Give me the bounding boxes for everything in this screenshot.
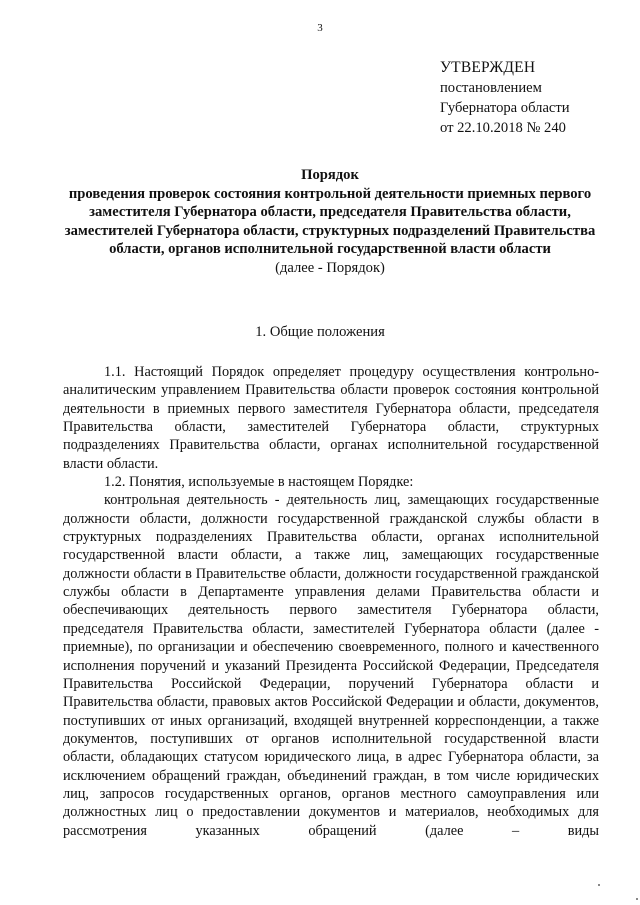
scan-mark xyxy=(636,898,638,900)
paragraph-1-2: 1.2. Понятия, используемые в настоящем Порядке: xyxy=(104,474,414,491)
approval-stamp xyxy=(440,58,635,138)
document-body xyxy=(63,363,599,840)
section-heading: 1. Общие положения xyxy=(255,324,385,340)
approval-line-1: постановлением xyxy=(440,80,542,96)
paragraph-1-1: 1.1. Настоящий Порядок определяет процедуру осуществления контрольно-аналитическим управлением Правительства области проверок состояния контрольной деятельности в приемных первого заместителя Губернатора области, председателя Правительства области, заместителей Губернатора области, структурных подразделениях Правительства области, органах исполнительной государственной власти области. xyxy=(63,364,599,472)
page-number: 3 xyxy=(317,22,323,34)
approval-date-number: от 22.10.2018 № 240 xyxy=(440,120,566,136)
document-abbreviation: (далее - Порядок) xyxy=(275,259,385,276)
document-subtitle: проведения проверок состояния контрольной деятельности приемных первого заместителя Губернатора области, председателя Правительства области, заместителей Губернатора области, структурных подразделений Правительства области, органов исполнительной государственной власти области xyxy=(64,185,596,258)
document-title: Порядок xyxy=(301,167,359,183)
paragraph-definition: контрольная деятельность - деятельность лиц, замещающих государственные должности области, должности государственной гражданской службы области в структурных подразделениях Правительства области, органах исполнительной государственной власти области, а также лиц, замещающих государственные должности области в Правительстве области, должности государственной гражданской службы области в Департаменте управления делами Правительства области и обеспечивающих деятельность первого заместителя Губернатора области, председателя Правительства области, заместителей Губернатора области (далее - приемные), по организации и обеспечению своевременного, полного и качественного исполнения поручений и указаний Президента Российской Федерации, Председателя Правительства Российской Федерации, поручений Губернатора области и Правительства области, правовых актов Российской Федерации и области, документов, поступивших от иных организаций, входящей внутренней корреспонденции, а также документов, поступивших от органов исполнительной государственной власти области, обладающих статусом юридического лица, в адрес Губернатора области, за исключением обращений граждан, объединений граждан, в том числе юридических лиц, запросов государственных органов, органов местного самоуправления или должностных лиц о предоставлении документов и материалов, необходимых для рассмотрения указанных обращений (далее – виды xyxy=(63,492,599,839)
approved-label: УТВЕРЖДЕН xyxy=(440,59,536,76)
scan-mark xyxy=(598,884,600,886)
document-title-block xyxy=(60,166,600,278)
approval-line-2: Губернатора области xyxy=(440,100,570,116)
